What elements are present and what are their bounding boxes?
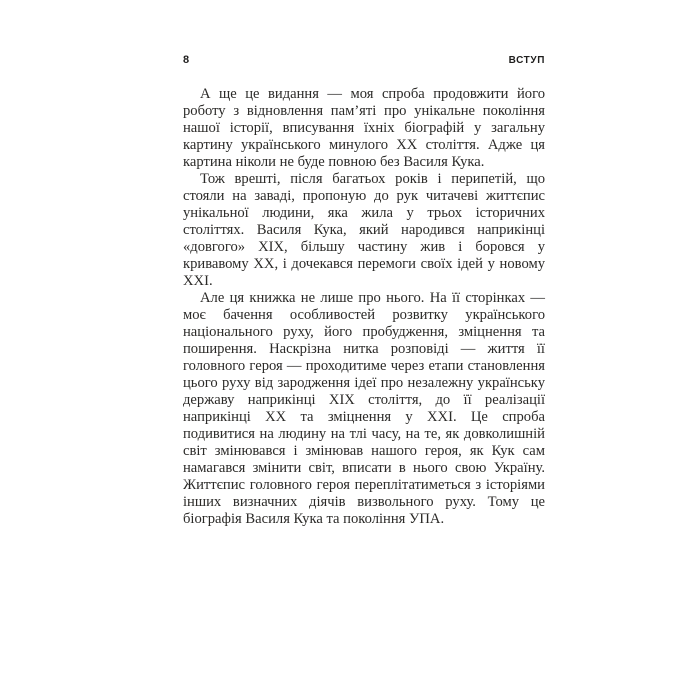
page-number: 8: [183, 54, 190, 66]
page-body: [183, 86, 545, 528]
running-title: ВСТУП: [508, 55, 545, 66]
paragraph: Тож врешті, після багатьох років і перипетій, що стояли на заваді, пропоную до рук читачеві життєпис унікальної людини, яка жила у трьох історичних століттях. Василя Кука, який народився наприкінці «довгого» XIX, більшу частину жив і боровся у кривавому XX, і дочекався перемоги своїх ідей у новому XXI.: [183, 171, 545, 289]
paragraph: А ще це видання — моя спроба продовжити його роботу з відновлення пам’яті про унікальне покоління нашої історії, вписування їхніх біографій у загальну картину українського минулого XX століття. Адже ця картина ніколи не буде повною без Василя Кука.: [183, 86, 545, 170]
running-head: [183, 54, 545, 66]
paragraph: Але ця книжка не лише про нього. На її сторінках — моє бачення особливостей розвитку українського національного руху, його пробудження, зміцнення та поширення. Наскрізна нитка розповіді — життя її головного героя — проходитиме через етапи становлення цього руху від зародження ідеї про незалежну українську державу наприкінці XIX століття, до її реалізації наприкінці XX та зміцнення у XXI. Це спроба подивитися на людину на тлі часу, на те, як довколишній світ змінювався і змінював нашого героя, як Кук сам намагався змінити світ, вписати в нього свою Україну. Життєпис головного героя переплітатиметься з історіями інших визначних діячів визвольного руху. Тому це біографія Василя Кука та покоління УПА.: [183, 290, 545, 527]
